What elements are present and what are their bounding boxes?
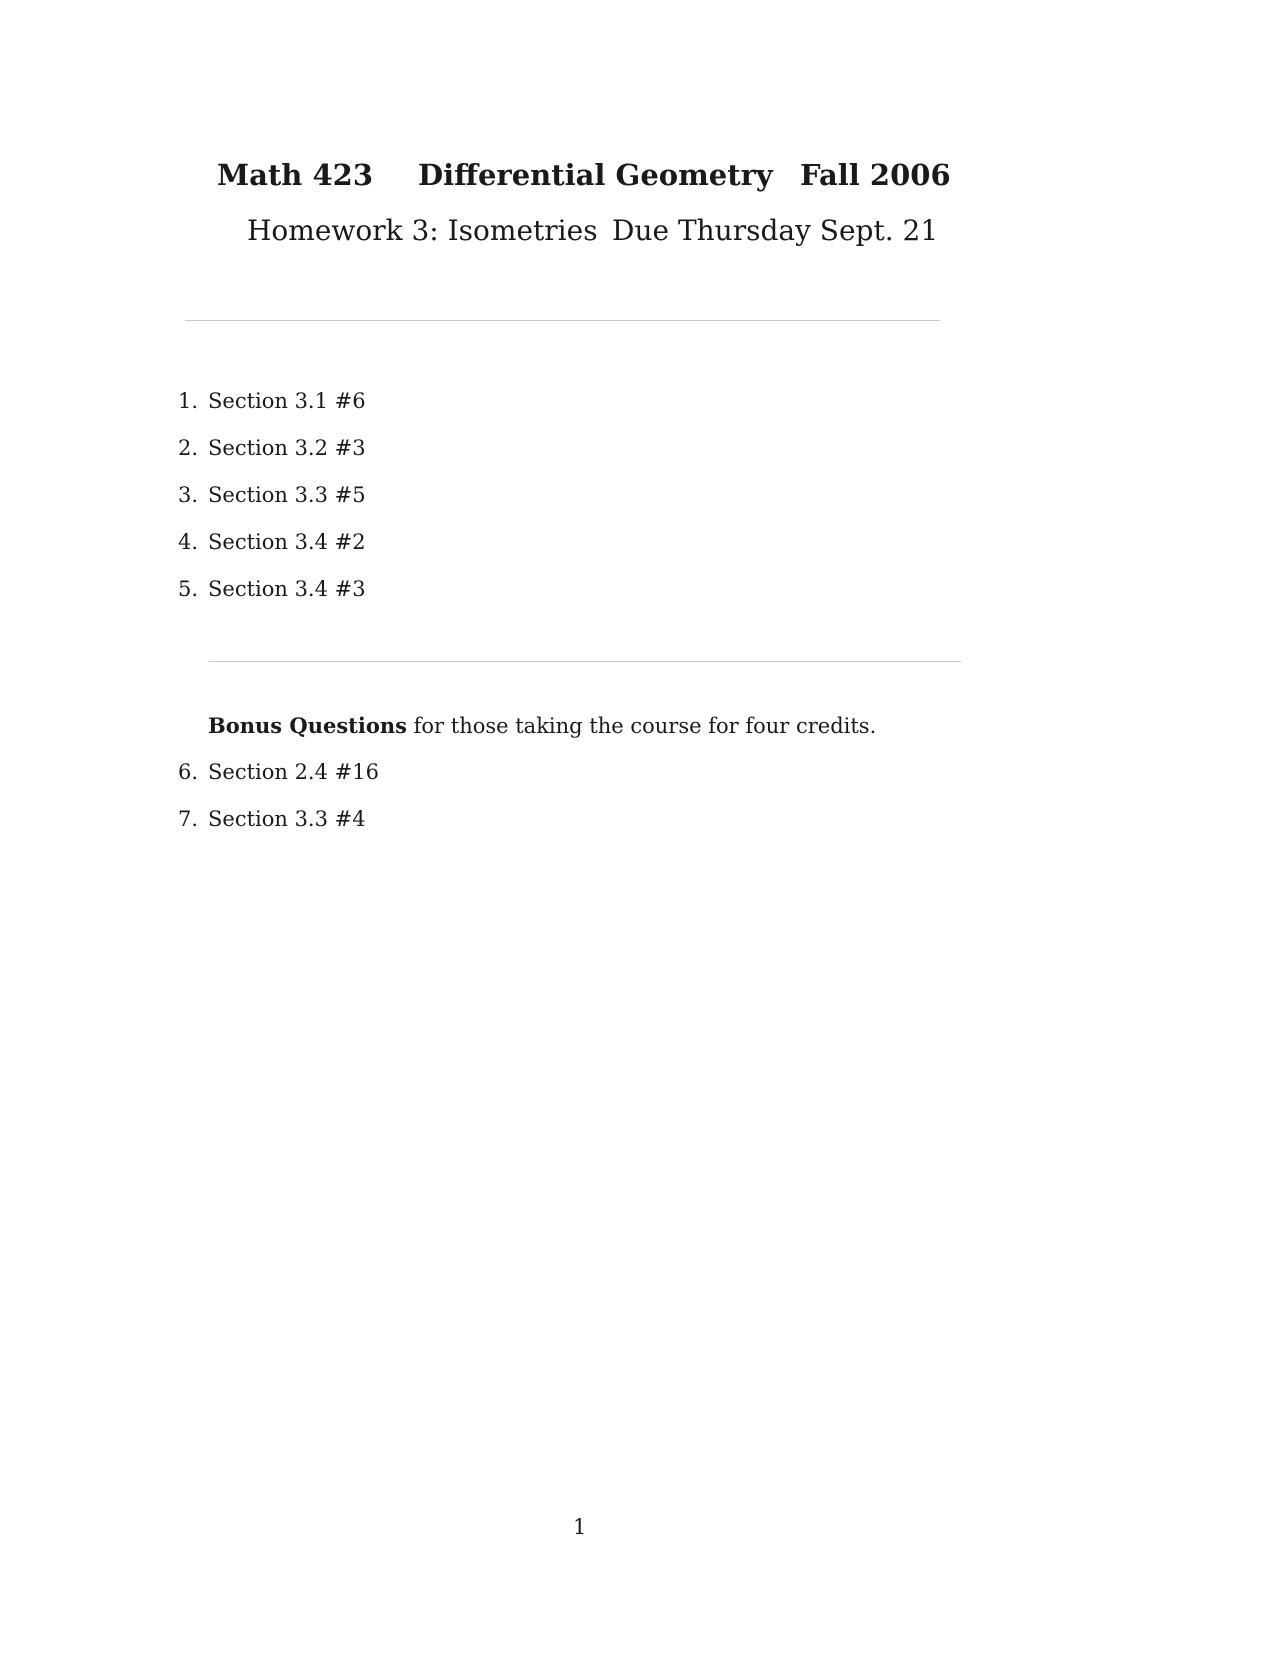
- list-item: [0, 807, 700, 837]
- problem-text: Section 3.2 #3: [208, 436, 366, 460]
- assignment-title: Homework 3: Isometries: [247, 214, 598, 247]
- bonus-description: for those taking the course for four credits.: [406, 714, 877, 738]
- list-item: [0, 577, 700, 607]
- course-term: Fall 2006: [800, 158, 951, 192]
- problem-text: Section 3.3 #4: [208, 807, 366, 831]
- problem-text: Section 3.4 #3: [208, 577, 366, 601]
- page-number: 1: [573, 1515, 587, 1539]
- list-item: [0, 530, 700, 560]
- divider-top: [185, 320, 940, 321]
- problem-number: 4.: [178, 530, 199, 554]
- problem-number: 1.: [178, 389, 199, 413]
- bonus-heading: Bonus Questions: [208, 713, 407, 738]
- problem-number: 5.: [178, 577, 199, 601]
- problem-number: 6.: [178, 760, 199, 784]
- list-item: [0, 483, 700, 513]
- problem-number: 7.: [178, 807, 199, 831]
- list-item: [0, 760, 700, 790]
- list-item: [0, 436, 700, 466]
- problem-text: Section 3.4 #2: [208, 530, 366, 554]
- problem-text: Section 2.4 #16: [208, 760, 379, 784]
- bonus-intro: [208, 713, 876, 738]
- subtitle-line: [0, 214, 1280, 250]
- divider-bottom: [209, 661, 961, 662]
- problem-text: Section 3.3 #5: [208, 483, 366, 507]
- list-item: [0, 389, 700, 419]
- title-line: [0, 158, 1280, 198]
- problem-number: 2.: [178, 436, 199, 460]
- problem-text: Section 3.1 #6: [208, 389, 366, 413]
- course-subject: Differential Geometry: [418, 158, 773, 192]
- due-date: Due Thursday Sept. 21: [612, 214, 939, 247]
- course-number: Math 423: [217, 158, 374, 192]
- problem-number: 3.: [178, 483, 199, 507]
